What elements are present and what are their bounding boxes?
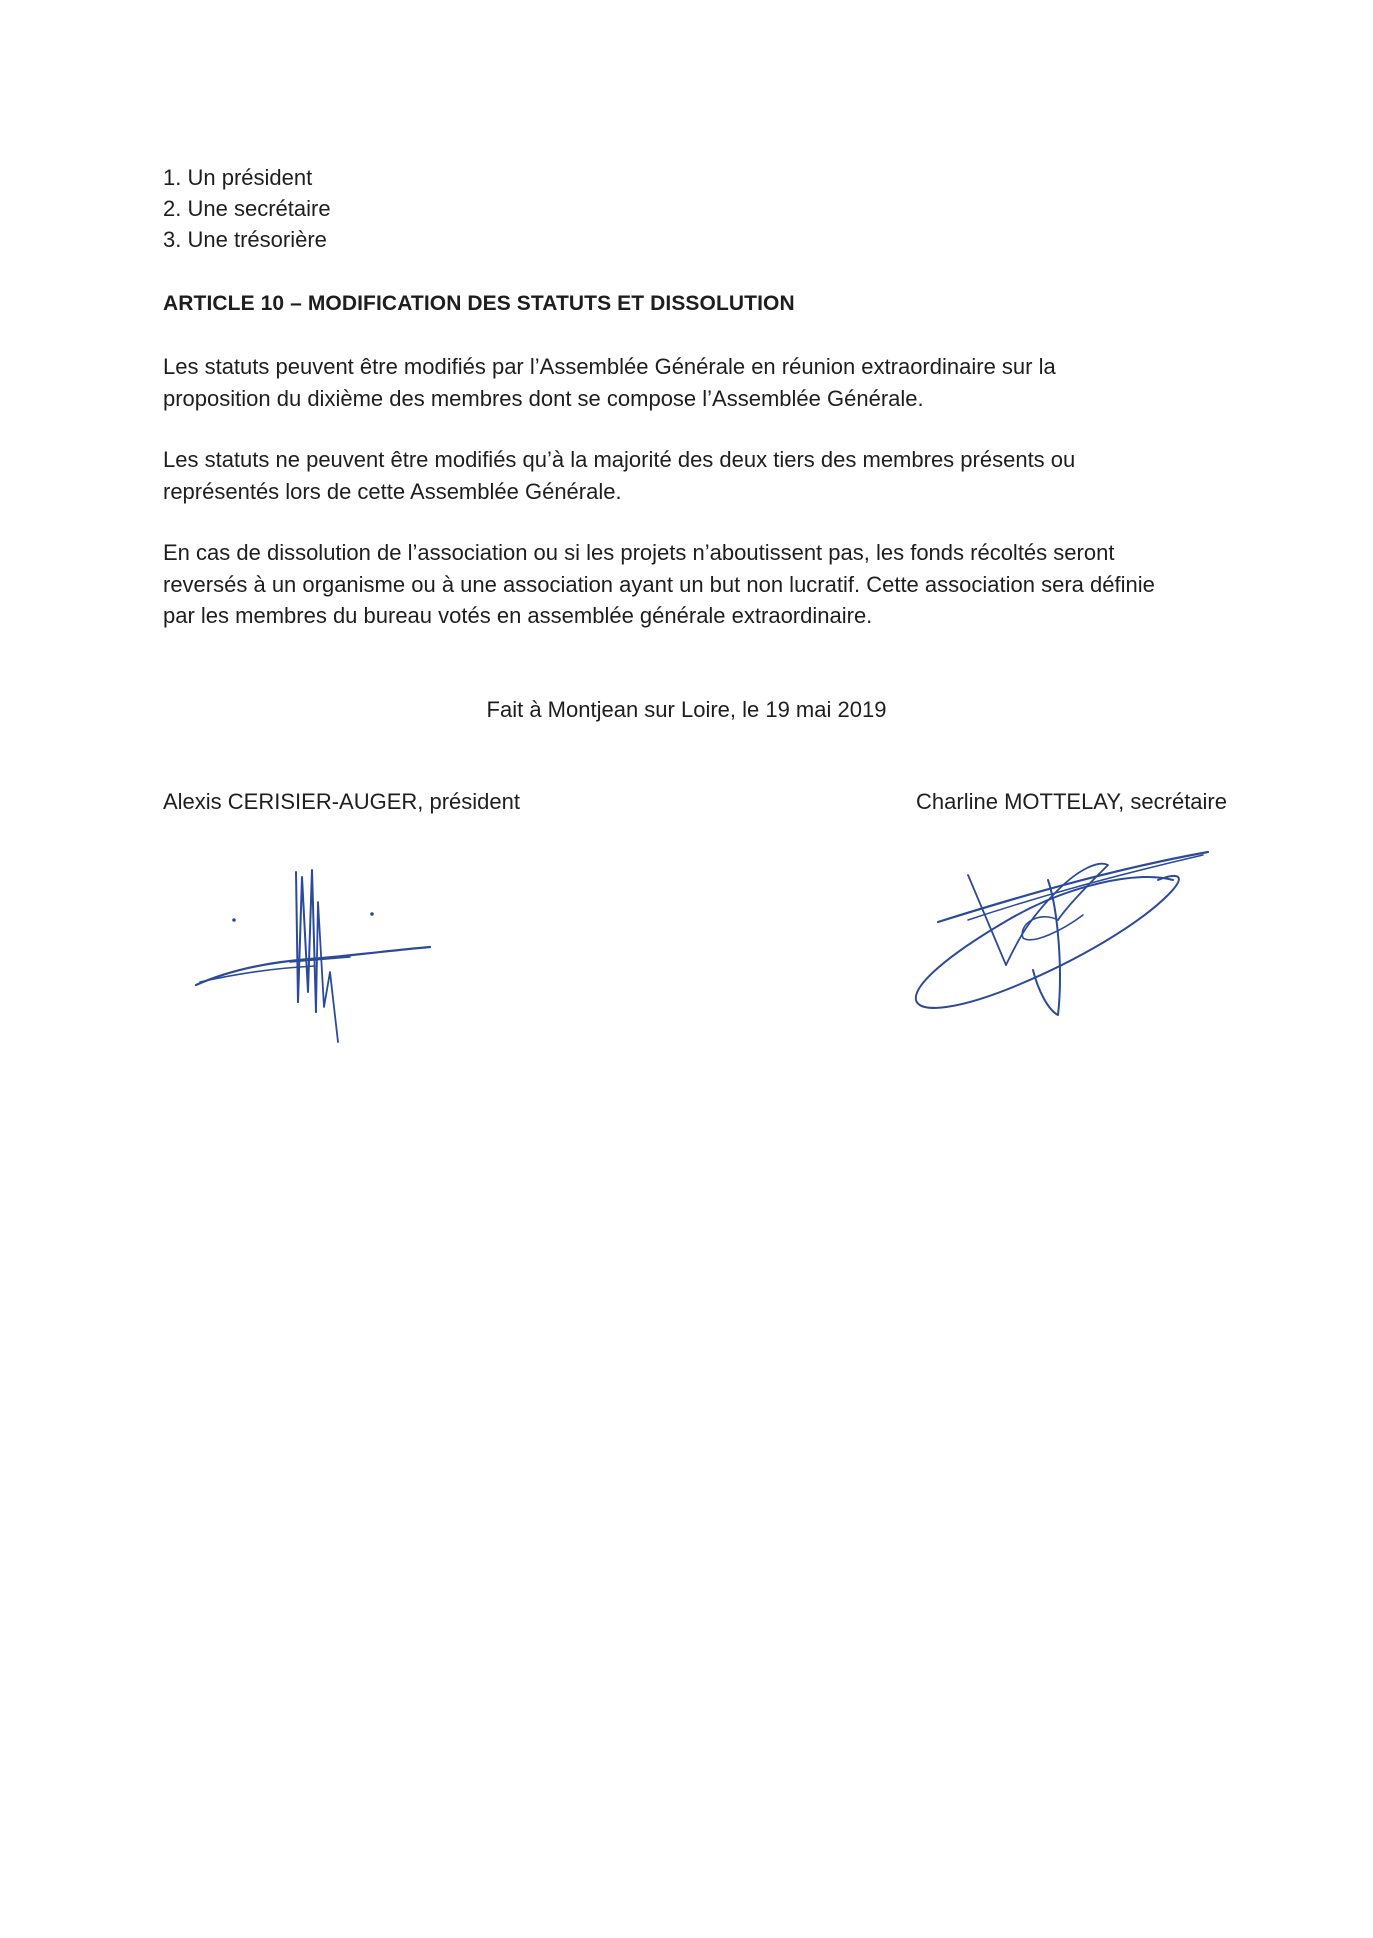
paragraph — [163, 351, 1243, 414]
signature-right-icon — [908, 850, 1218, 1025]
list-item — [163, 193, 331, 224]
paragraph-line: En cas de dissolution de l’association ou si les projets n’aboutissent pas, les fonds récoltés seront — [163, 540, 1115, 565]
list-text: Une trésorière — [187, 227, 327, 252]
place-date: Fait à Montjean sur Loire, le 19 mai 2019 — [486, 697, 887, 722]
paragraph-line: représentés lors de cette Assemblée Générale. — [163, 478, 622, 504]
signatory-left: Alexis CERISIER-AUGER, président — [163, 789, 520, 814]
paragraph-line: par les membres du bureau votés en assemblée générale extraordinaire. — [163, 603, 873, 628]
article-heading: ARTICLE 10 – MODIFICATION DES STATUTS ET DISSOLUTION — [163, 292, 795, 315]
paragraph-line: Les statuts ne peuvent être modifiés qu’à la majorité des deux tiers des membres présents ou — [163, 447, 1076, 472]
paragraph-line: Les statuts peuvent être modifiés par l’Assemblée Générale en réunion extraordinaire sur la — [163, 354, 1056, 379]
paragraph-line: reversés à un organisme ou à une association ayant un but non lucratif. Cette association sera définie — [163, 571, 1155, 597]
paragraph — [163, 444, 1243, 507]
list-item — [163, 224, 327, 255]
paragraph-line: proposition du dixième des membres dont se compose l’Assemblée Générale. — [163, 385, 924, 411]
list-number: 3. — [163, 227, 182, 252]
list-number: 2. — [163, 196, 182, 221]
list-number: 1. — [163, 165, 182, 190]
paragraph — [163, 537, 1243, 632]
list-text: Une secrétaire — [187, 196, 331, 221]
signatory-right: Charline MOTTELAY, secrétaire — [916, 789, 1227, 814]
signature-left-icon — [190, 862, 440, 1052]
list-text: Un président — [187, 165, 313, 190]
list-item — [163, 162, 312, 193]
